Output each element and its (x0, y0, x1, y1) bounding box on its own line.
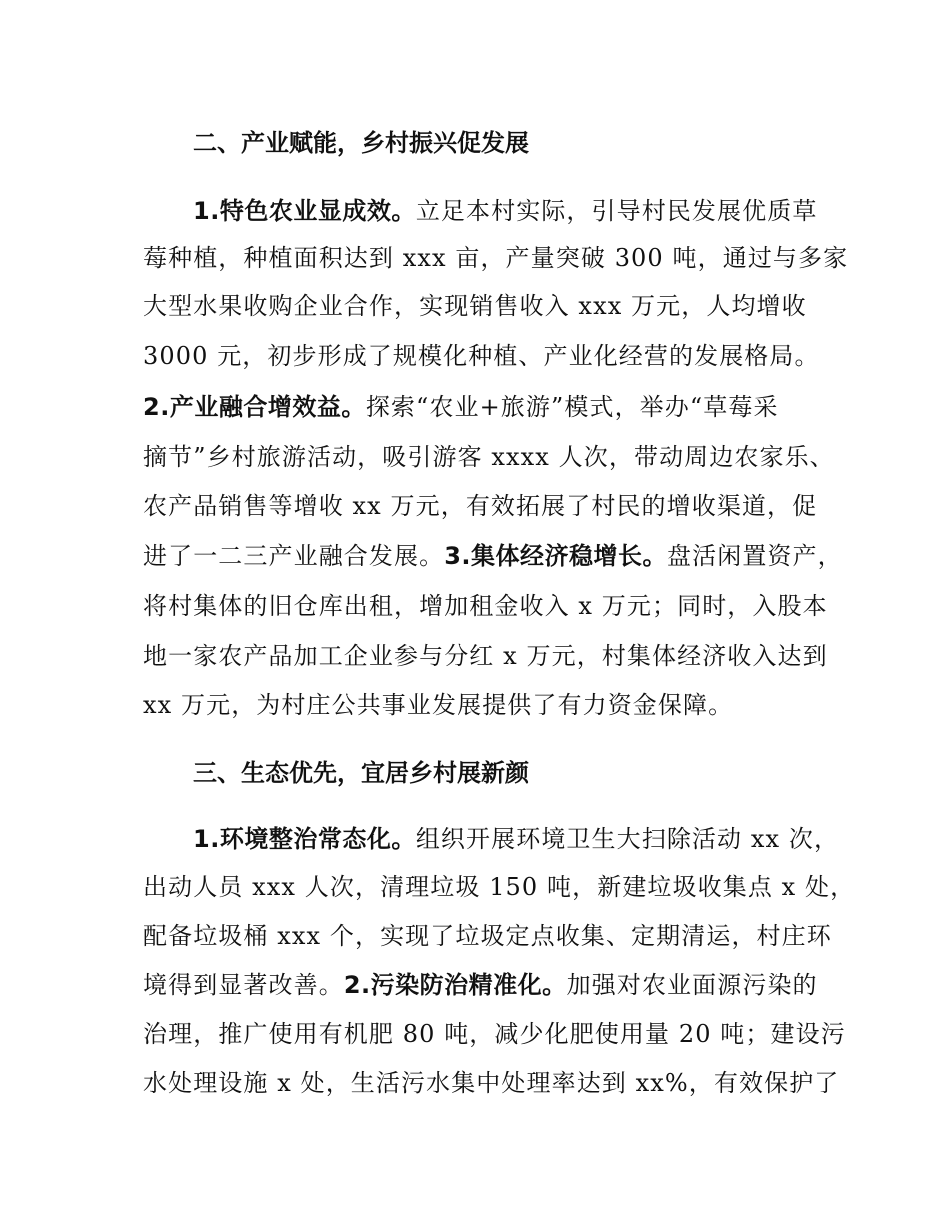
paragraph-line (143, 921, 832, 951)
paragraph-line (143, 243, 848, 273)
line-text: 探索“农业+旅游”模式，举办“草莓采 (365, 393, 779, 421)
paragraph-line (143, 872, 855, 902)
line-text: 3000 元，初步形成了规模化种植、产业化经营的发展格局。 (143, 342, 820, 370)
paragraph-line (143, 1068, 839, 1098)
line-text: 水处理设施 x 处，生活污水集中处理率达到 xx%，有效保护了 (143, 1069, 840, 1097)
paragraph-line (143, 541, 843, 571)
line-text: 出动人员 xxx 人次，清理垃圾 150 吨，新建垃圾收集点 x 处， (143, 873, 856, 901)
paragraph-line (143, 291, 807, 321)
line-text: 立足本村实际，引导村民发展优质草 (415, 197, 818, 225)
paragraph-line (143, 491, 817, 521)
paragraph-line (143, 641, 828, 671)
line-text: 境得到显著改善。 (143, 971, 344, 999)
paragraph-line (143, 591, 828, 621)
bold-subheading: 1.特色农业显成效。 (193, 197, 416, 225)
line-text: 治理，推广使用有机肥 80 吨，减少化肥使用量 20 吨；建设污 (143, 1020, 846, 1048)
line-text: 大型水果收购企业合作，实现销售收入 xxx 万元，人均增收 (143, 292, 807, 320)
paragraph-line (143, 970, 818, 1000)
paragraph-line (193, 196, 817, 226)
line-text: 盘活闲置资产， (667, 542, 843, 570)
line-text: 组织开展环境卫生大扫除活动 xx 次， (415, 825, 840, 853)
bold-subheading: 2.产业融合增效益。 (143, 393, 366, 421)
line-text: xx 万元，为村庄公共事业发展提供了有力资金保障。 (143, 691, 734, 719)
section-heading-ecology: 三、生态优先，宜居乡村展新颜 (193, 759, 529, 787)
line-text: 将村集体的旧仓库出租，增加租金收入 x 万元；同时，入股本 (143, 592, 828, 620)
line-text: 摘节”乡村旅游活动，吸引游客 xxxx 人次，带动周边农家乐、 (143, 443, 835, 471)
paragraph-line (143, 690, 733, 720)
section-heading-industry: 二、产业赋能，乡村振兴促发展 (193, 129, 529, 157)
bold-subheading: 1.环境整治常态化。 (193, 825, 416, 853)
bold-subheading: 3.集体经济稳增长。 (444, 542, 668, 570)
line-text: 加强对农业面源污染的 (566, 971, 818, 999)
line-text: 莓种植，种植面积达到 xxx 亩，产量突破 300 吨，通过与多家 (143, 244, 849, 272)
line-text: 地一家农产品加工企业参与分红 x 万元，村集体经济收入达到 (143, 642, 828, 670)
paragraph-line (143, 341, 820, 371)
line-text: 进了一二三产业融合发展。 (143, 542, 445, 570)
paragraph-line (143, 1019, 846, 1049)
paragraph-line (193, 824, 839, 854)
bold-subheading: 2.污染防治精准化。 (343, 971, 567, 999)
line-text: 农产品销售等增收 xx 万元，有效拓展了村民的增收渠道，促 (143, 492, 818, 520)
line-text: 配备垃圾桶 xxx 个，实现了垃圾定点收集、定期清运，村庄环 (143, 922, 832, 950)
paragraph-line (143, 392, 779, 422)
paragraph-line (143, 442, 835, 472)
